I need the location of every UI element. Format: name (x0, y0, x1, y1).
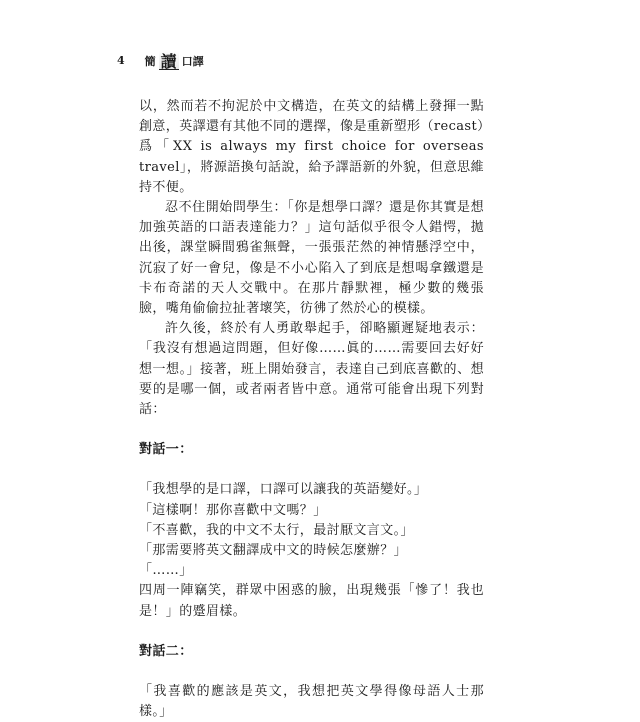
paragraph-3: 許久後，終於有人勇敢舉起手，卻略顯遲疑地表示：「我沒有想過這問題，但好像……眞的……需要回去好好想一想。」接著，班上開始發言，表達自己到底喜歡的、想要的是哪一個，或者兩者皆中意。通常可能會出現下列對話： (139, 321, 484, 418)
dialogue-1-narration: 四周一陣竊笑，群眾中困惑的臉，出現幾張「慘了！我也是！」的蹙眉樣。 (139, 583, 484, 619)
page-body (139, 97, 484, 722)
dialogue-2-heading: 對話二： (139, 643, 193, 659)
dialogue-1-line: 「不喜歡，我的中文不太行，最討厭文言文。」 (139, 522, 414, 538)
dialogue-1-heading: 對話一： (139, 442, 193, 458)
dialogue-1-line: 「這樣啊！那你喜歡中文嗎？」 (139, 502, 327, 518)
header-title-emblem: 讀 (160, 51, 177, 71)
dialogue-1-line: 「那需要將英文翻譯成中文的時候怎麼辦？」 (139, 543, 408, 559)
paragraph-1: 以，然而若不拘泥於中文構造，在英文的結構上發揮一點創意，英譯還有其他不同的選擇，像是重新塑形（recast）爲「XX is always my first choice for overseas travel」，將源語換句話說，給予譯語新的外貌，但意思維持不便。 (139, 99, 484, 195)
header-title-char-1: 簡 (144, 54, 156, 68)
paragraph-2: 忍不住開始問學生：「你是想學口譯？還是你其實是想加強英語的口語表達能力？」這句話似乎很令人錯愕，拋出後，課堂瞬間鴉雀無聲，一張張茫然的神情懸浮空中，沉寂了好一會兒，像是不小心陷入了到底是想喝拿鐵還是卡布奇諾的天人交戰中。在那片靜默裡，極少數的幾張臉，嘴角偷偷拉扯著壞笑，彷彿了然於心的模樣。 (139, 200, 484, 317)
page-number: 4 (117, 54, 125, 67)
running-header (117, 51, 204, 70)
header-title-char-3: 口譯 (181, 54, 204, 68)
dialogue-1-line: 「我想學的是口譯，口譯可以讓我的英語變好。」 (139, 482, 428, 498)
dialogue-2-line: 「我喜歡的應該是英文，我想把英文學得像母語人士那樣。」 (139, 684, 484, 720)
dialogue-1-line: 「……」 (139, 563, 193, 579)
